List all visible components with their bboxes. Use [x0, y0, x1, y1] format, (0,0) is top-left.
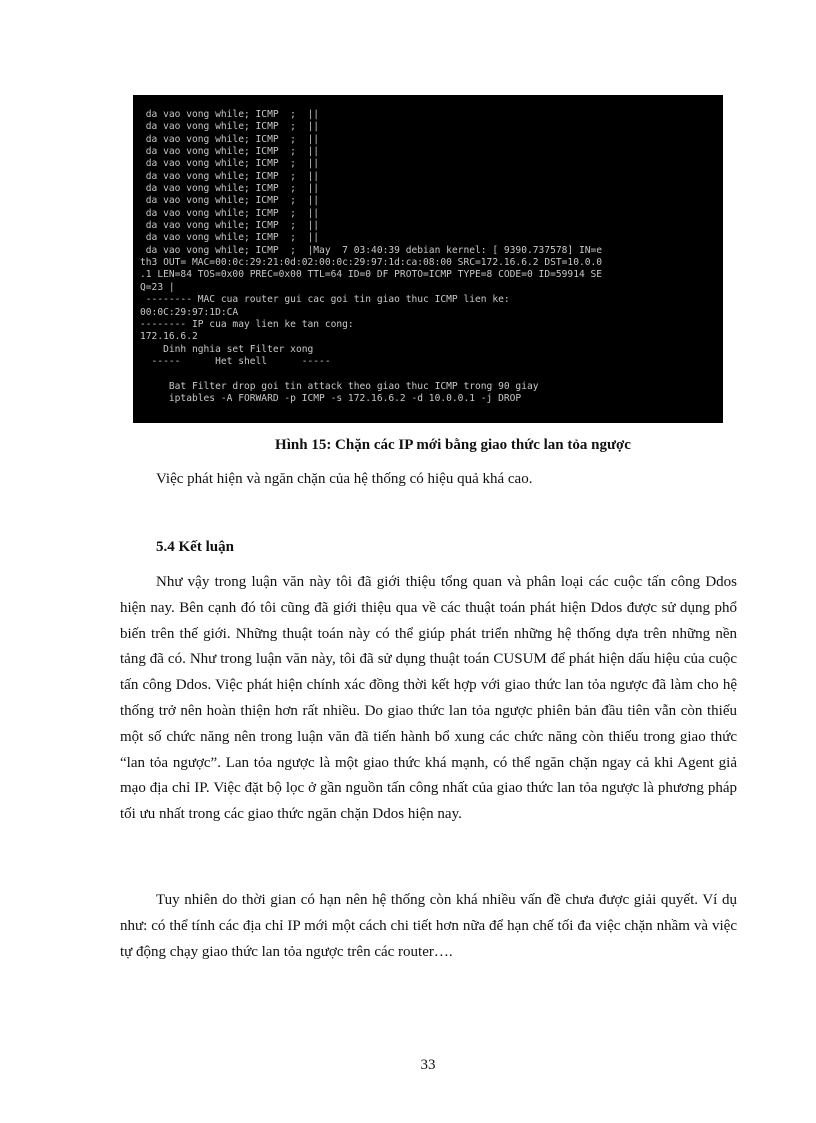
figure-caption: Hình 15: Chặn các IP mới bằng giao thức lan tỏa ngược — [275, 437, 631, 453]
terminal-line: 00:0C:29:97:1D:CA — [140, 306, 239, 318]
terminal-line: ----- Het shell ----- — [140, 355, 331, 367]
terminal-line: .1 LEN=84 TOS=0x00 PREC=0x00 TTL=64 ID=0 DF PROTO=ICMP TYPE=8 CODE=0 ID=59914 SE — [140, 269, 603, 281]
terminal-line: da vao vong while; ICMP ; || — [140, 146, 320, 158]
body-paragraph: Tuy nhiên do thời gian có hạn nên hệ thống còn khá nhiều vấn đề chưa được giải quyết. Ví dụ như: có thể tính các địa chỉ IP mới một cách chi tiết hơn nữa để hạn chế tối đa việc chặn nhầm và việc tự động chạy giao thức lan tỏa ngược trên các router…. — [120, 892, 737, 960]
intro-text: Việc phát hiện và ngăn chặn của hệ thống có hiệu quả khá cao. — [156, 471, 533, 487]
terminal-line: 172.16.6.2 — [140, 331, 198, 343]
body-paragraph: Như vậy trong luận văn này tôi đã giới thiệu tổng quan và phân loại các cuộc tấn công Ddos hiện nay. Bên cạnh đó tôi cũng đã giới thiệu qua về các thuật toán phát hiện Ddos được sử dụng phổ biến trên thế giới. Những thuật toán này có thể giúp phát triển những hệ thống dựa trên những nền tảng đã có. Như trong luận văn này, tôi đã sử dụng thuật toán CUSUM để phát hiện dấu hiệu của cuộc tấn công Ddos. Việc phát hiện chính xác đồng thời kết hợp với giao thức lan tỏa ngược đã làm cho hệ thống trở nên hoàn thiện hơn rất nhiều. Do giao thức lan tỏa ngược phiên bản đầu tiên vẫn còn thiếu một số chức năng nên trong luận văn đã tiến hành bổ xung các chức năng còn thiếu trong giao thức “lan tỏa ngược”. Lan tỏa ngược là một giao thức khá mạnh, có thể ngăn chặn ngay cả khi Agent giả mạo địa chỉ IP. Việc đặt bộ lọc ở gần nguồn tấn công nhất của giao thức lan tỏa ngược là phương pháp tối ưu nhất trong các giao thức ngăn chặn Ddos hiện nay. — [120, 574, 737, 823]
terminal-line: Q=23 | — [140, 281, 175, 293]
terminal-line: th3 OUT= MAC=00:0c:29:21:0d:02:00:0c:29:97:1d:ca:08:00 SRC=172.16.6.2 DST=10.0.0 — [140, 257, 603, 269]
terminal-line: -------- MAC cua router gui cac goi tin giao thuc ICMP lien ke: — [140, 294, 510, 306]
terminal-line: da vao vong while; ICMP ; || — [140, 220, 320, 232]
terminal-line: da vao vong while; ICMP ; || — [140, 183, 320, 195]
terminal-line: da vao vong while; ICMP ; || — [140, 121, 320, 133]
terminal-line: da vao vong while; ICMP ; |May 7 03:40:39 debian kernel: [ 9390.737578] IN=e — [140, 244, 603, 256]
terminal-line: Bat Filter drop goi tin attack theo giao thuc ICMP trong 90 giay — [140, 380, 539, 392]
terminal-line: iptables -A FORWARD -p ICMP -s 172.16.6.2 -d 10.0.0.1 -j DROP — [140, 392, 522, 404]
terminal-line: da vao vong while; ICMP ; || — [140, 195, 320, 207]
terminal-line: da vao vong while; ICMP ; || — [140, 109, 320, 120]
section-heading: 5.4 Kết luận — [156, 539, 234, 555]
terminal-line: da vao vong while; ICMP ; || — [140, 170, 320, 182]
terminal-line: da vao vong while; ICMP ; || — [140, 158, 320, 170]
terminal-line: da vao vong while; ICMP ; || — [140, 232, 320, 244]
terminal-line: Dinh nghia set Filter xong — [140, 343, 314, 355]
page-number: 33 — [420, 1057, 436, 1073]
terminal-line — [140, 368, 717, 380]
terminal-line: -------- IP cua may lien ke tan cong: — [140, 318, 354, 330]
terminal-screenshot — [133, 95, 723, 423]
terminal-line: da vao vong while; ICMP ; || — [140, 133, 320, 145]
terminal-line: da vao vong while; ICMP ; || — [140, 207, 320, 219]
